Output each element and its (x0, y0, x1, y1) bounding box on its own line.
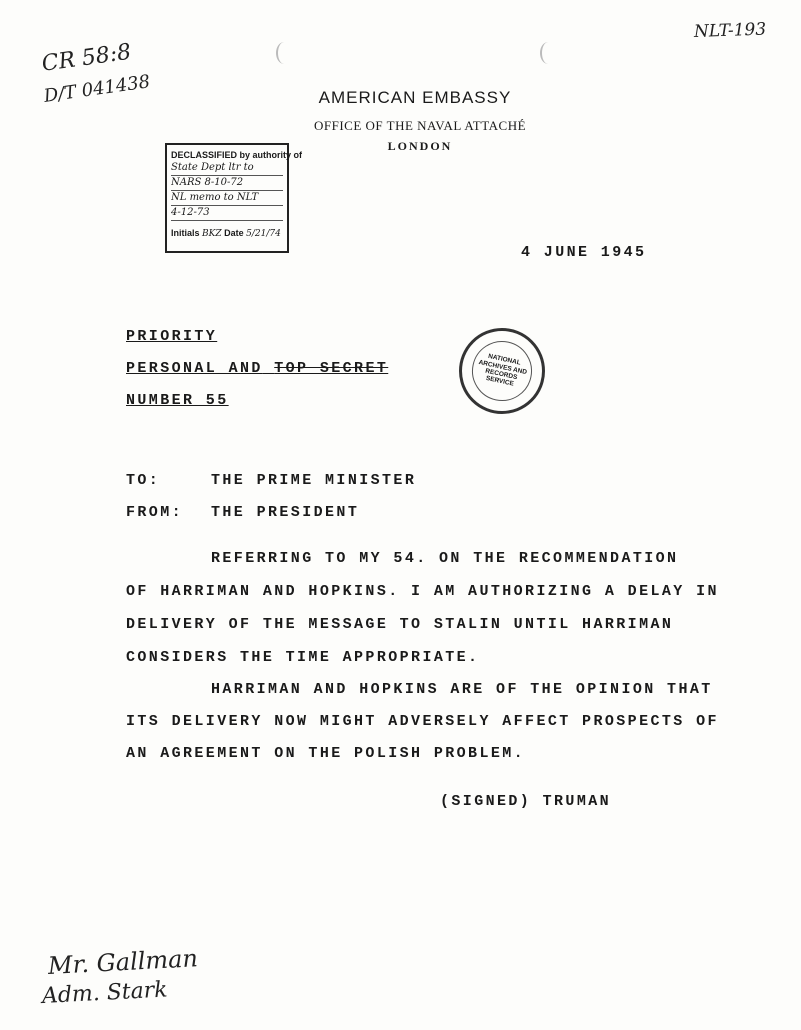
archives-seal-text: NATIONAL ARCHIVES AND RECORDS SERVICE (466, 335, 537, 406)
handwritten-note-dt: D/T 041438 (42, 71, 152, 107)
punch-hole-left (276, 42, 292, 64)
declass-date-label: Date (224, 228, 244, 239)
declass-initials-value: BKZ (202, 229, 222, 240)
punch-hole-right (540, 42, 556, 64)
body-line-7: AN AGREEMENT ON THE POLISH PROBLEM. (126, 745, 526, 762)
personal-label: PERSONAL AND (126, 360, 263, 377)
body-line-3: DELIVERY OF THE MESSAGE TO STALIN UNTIL HARRIMAN (126, 616, 674, 633)
body-line-1: REFERRING TO MY 54. ON THE RECOMMENDATION (211, 550, 679, 567)
handwritten-distribution-1: Mr. Gallman (47, 944, 199, 980)
letterhead-office: OFFICE OF THE NAVAL ATTACHÉ (313, 118, 527, 133)
from-label: FROM: (126, 504, 184, 521)
declass-line-4: 4-12-73 (171, 206, 283, 221)
body-line-2: OF HARRIMAN AND HOPKINS. I AM AUTHORIZING A DELAY IN (126, 583, 719, 600)
document-date: 4 JUNE 1945 (521, 244, 647, 261)
letterhead-city: LONDON (387, 139, 453, 153)
to-label: TO: (126, 472, 161, 489)
classification-line (126, 360, 388, 377)
archives-seal (459, 328, 545, 414)
declass-line-2: NARS 8-10-72 (171, 176, 283, 191)
declassification-stamp (165, 143, 303, 253)
declass-initials-label: Initials (171, 228, 200, 239)
body-line-6: ITS DELIVERY NOW MIGHT ADVERSELY AFFECT PROSPECTS OF (126, 713, 719, 730)
declass-line-1: State Dept ltr to (171, 161, 283, 176)
from-value: THE PRESIDENT (211, 504, 360, 521)
handwritten-note-nlt: NLT-193 (693, 19, 767, 42)
letterhead-org: AMERICAN EMBASSY (318, 88, 512, 107)
classification-struck: TOP SECRET (274, 360, 389, 377)
to-value: THE PRIME MINISTER (211, 472, 417, 489)
message-number: NUMBER 55 (126, 392, 229, 409)
body-line-4: CONSIDERS THE TIME APPROPRIATE. (126, 649, 480, 666)
body-line-5: HARRIMAN AND HOPKINS ARE OF THE OPINION THAT (211, 681, 713, 698)
handwritten-distribution-2: Adm. Stark (41, 977, 169, 1009)
handwritten-note-cr: CR 58:8 (40, 39, 133, 77)
signature: (SIGNED) TRUMAN (440, 793, 612, 810)
declass-line-3: NL memo to NLT (171, 191, 283, 206)
declass-initials-row (171, 227, 283, 240)
declass-date-value: 5/21/74 (246, 229, 281, 240)
priority-label: PRIORITY (126, 328, 218, 345)
declass-header: DECLASSIFIED by authority of (171, 150, 303, 160)
